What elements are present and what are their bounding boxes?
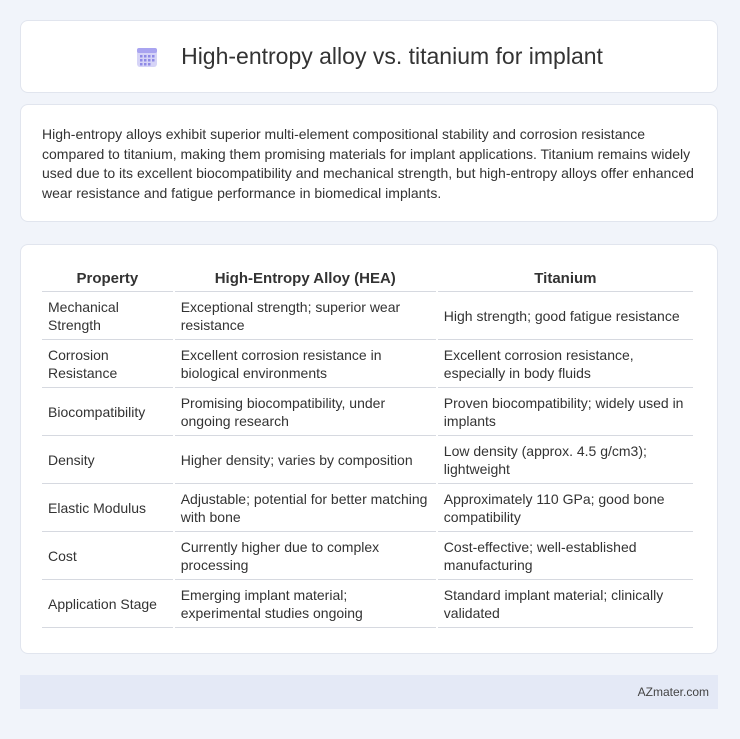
property-cell: Biocompatibility: [42, 388, 173, 436]
table-row: [42, 484, 693, 532]
property-cell: Elastic Modulus: [42, 484, 173, 532]
hea-cell: Excellent corrosion resistance in biological environments: [175, 340, 436, 388]
hea-cell: Adjustable; potential for better matching with bone: [175, 484, 436, 532]
footer-brand[interactable]: AZmater.com: [637, 685, 709, 699]
titanium-cell: High strength; good fatigue resistance: [438, 292, 693, 340]
property-cell: Density: [42, 436, 173, 484]
header-hea: High-Entropy Alloy (HEA): [175, 265, 436, 292]
page-title: High-entropy alloy vs. titanium for implant: [181, 43, 603, 69]
table-row: [42, 580, 693, 628]
hea-cell: Promising biocompatibility, under ongoing research: [175, 388, 436, 436]
hea-cell: Emerging implant material; experimental studies ongoing: [175, 580, 436, 628]
summary-text: High-entropy alloys exhibit superior multi-element compositional stability and corrosion resistance compared to titanium, making them promising materials for implant applications. Titanium remains widely used due to its excellent biocompatibility and mechanical strength, but high-entropy alloys offer enhanced wear resistance and fatigue performance in biomedical implants.: [42, 126, 694, 201]
title-card: [20, 20, 718, 93]
summary-card: [20, 104, 718, 222]
table-row: [42, 340, 693, 388]
header-titanium: Titanium: [438, 265, 693, 292]
table-row: [42, 436, 693, 484]
titanium-cell: Low density (approx. 4.5 g/cm3); lightweight: [438, 436, 693, 484]
footer: [20, 675, 718, 709]
table-row: [42, 388, 693, 436]
table-header-row: [42, 265, 693, 292]
titanium-cell: Excellent corrosion resistance, especially in body fluids: [438, 340, 693, 388]
property-cell: Application Stage: [42, 580, 173, 628]
titanium-cell: Proven biocompatibility; widely used in implants: [438, 388, 693, 436]
table-row: [42, 292, 693, 340]
property-cell: Mechanical Strength: [42, 292, 173, 340]
titanium-cell: Standard implant material; clinically validated: [438, 580, 693, 628]
comparison-table: [40, 265, 695, 628]
titanium-cell: Approximately 110 GPa; good bone compatibility: [438, 484, 693, 532]
titanium-cell: Cost-effective; well-established manufacturing: [438, 532, 693, 580]
table-row: [42, 532, 693, 580]
header-property: Property: [42, 265, 173, 292]
property-cell: Cost: [42, 532, 173, 580]
property-cell: Corrosion Resistance: [42, 340, 173, 388]
hea-cell: Higher density; varies by composition: [175, 436, 436, 484]
calendar-grid-icon: [135, 45, 159, 69]
hea-cell: Exceptional strength; superior wear resistance: [175, 292, 436, 340]
comparison-table-card: [20, 244, 718, 654]
hea-cell: Currently higher due to complex processing: [175, 532, 436, 580]
